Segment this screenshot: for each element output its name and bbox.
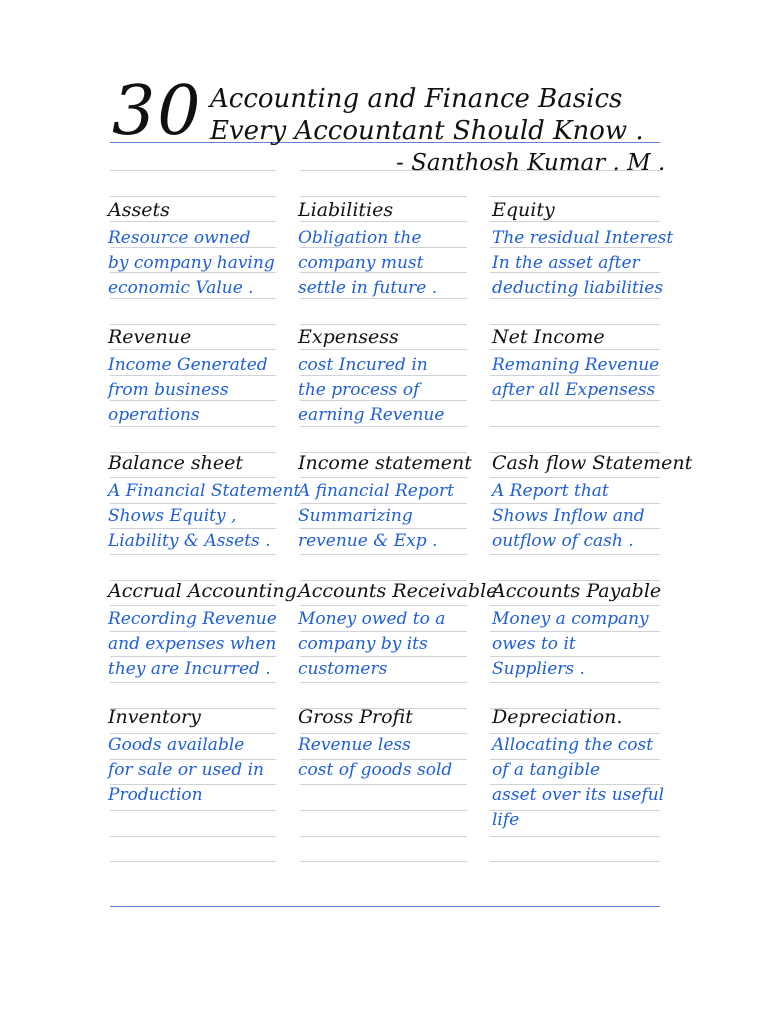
- definition-line: operations: [108, 405, 200, 425]
- term-heading: Inventory: [108, 706, 201, 728]
- term-definition: [108, 353, 268, 428]
- rule-line: [300, 605, 467, 606]
- definition-line: owes to it: [492, 634, 576, 654]
- definition-line: customers: [298, 659, 388, 679]
- definition-line: from business: [108, 380, 229, 400]
- definition-line: A Financial Statement: [108, 481, 301, 501]
- term-heading: Liabilities: [298, 199, 394, 221]
- rule-line: [110, 170, 276, 171]
- term-definition: [298, 733, 452, 783]
- term-definition: [108, 479, 300, 554]
- term-heading: Cash flow Statement: [492, 452, 693, 474]
- definition-line: revenue & Exp .: [298, 531, 438, 551]
- term-heading: Balance sheet: [108, 452, 243, 474]
- rule-line: [490, 324, 660, 325]
- definition-line: earning Revenue: [298, 405, 445, 425]
- term-heading: Income statement: [298, 452, 472, 474]
- definition-line: The residual Interest: [492, 228, 674, 248]
- term-heading: Accrual Accounting: [108, 580, 297, 602]
- rule-line: [490, 861, 660, 862]
- term-definition: [492, 607, 649, 682]
- rule-line: [110, 349, 276, 350]
- term-definition: [298, 607, 445, 682]
- definition-line: and expenses when: [108, 634, 277, 654]
- definition-line: Remaning Revenue: [492, 355, 660, 375]
- definition-line: Revenue less: [298, 735, 411, 755]
- definition-line: cost of goods sold: [298, 760, 453, 780]
- author-line: - Santhosh Kumar . M .: [396, 150, 666, 176]
- definition-line: In the asset after: [492, 253, 640, 273]
- rule-line: [110, 605, 276, 606]
- definition-line: company must: [298, 253, 424, 273]
- definition-line: cost Incured in: [298, 355, 428, 375]
- term-heading: Accounts Receivable: [298, 580, 498, 602]
- term-definition: [298, 479, 454, 554]
- definition-line: Shows Inflow and: [492, 506, 645, 526]
- definition-line: for sale or used in: [108, 760, 264, 780]
- rule-line: [490, 349, 660, 350]
- rule-line: [300, 554, 467, 555]
- definition-line: asset over its useful: [492, 785, 665, 805]
- rule-line: [300, 477, 467, 478]
- term-definition: [492, 353, 659, 403]
- rule-line: [300, 784, 467, 785]
- rule-line: [300, 196, 467, 197]
- definition-line: Shows Equity ,: [108, 506, 237, 526]
- rule-line: [300, 682, 467, 683]
- rule-line: [490, 605, 660, 606]
- definition-line: company by its: [298, 634, 428, 654]
- rule-line: [110, 477, 276, 478]
- definition-line: the process of: [298, 380, 420, 400]
- definition-line: outflow of cash .: [492, 531, 634, 551]
- blue-margin-line: [110, 906, 660, 907]
- definition-line: Production: [108, 785, 203, 805]
- definition-line: Resource owned: [108, 228, 251, 248]
- rule-line: [110, 810, 276, 811]
- term-heading: Expensess: [298, 326, 399, 348]
- term-heading: Accounts Payable: [492, 580, 662, 602]
- rule-line: [110, 554, 276, 555]
- term-definition: [108, 733, 264, 808]
- definition-line: life: [492, 810, 520, 830]
- definition-line: deducting liabilities: [492, 278, 664, 298]
- rule-line: [110, 682, 276, 683]
- definition-line: Suppliers .: [492, 659, 585, 679]
- rule-line: [110, 196, 276, 197]
- rule-line: [110, 324, 276, 325]
- definition-line: Income Generated: [108, 355, 268, 375]
- rule-line: [490, 836, 660, 837]
- definition-line: economic Value .: [108, 278, 254, 298]
- definition-line: A financial Report: [298, 481, 454, 501]
- term-heading: Net Income: [492, 326, 605, 348]
- rule-line: [300, 861, 467, 862]
- definition-line: Money owed to a: [298, 609, 446, 629]
- term-definition: [492, 479, 645, 554]
- rule-line: [300, 324, 467, 325]
- term-definition: [298, 353, 444, 428]
- rule-line: [490, 682, 660, 683]
- term-definition: [108, 226, 275, 301]
- rule-line: [490, 196, 660, 197]
- term-definition: [298, 226, 437, 301]
- rule-line: [490, 554, 660, 555]
- definition-line: after all Expensess: [492, 380, 656, 400]
- rule-line: [110, 836, 276, 837]
- definition-line: A Report that: [492, 481, 609, 501]
- rule-line: [110, 221, 276, 222]
- rule-line: [300, 836, 467, 837]
- term-heading: Equity: [492, 199, 555, 221]
- term-heading: Assets: [108, 199, 170, 221]
- definition-line: Liability & Assets .: [108, 531, 271, 551]
- definition-line: of a tangible: [492, 760, 601, 780]
- title-line-1: Accounting and Finance Basics: [210, 84, 623, 114]
- term-definition: [492, 733, 664, 833]
- rule-line: [490, 477, 660, 478]
- definition-line: by company having: [108, 253, 275, 273]
- term-definition: [492, 226, 673, 301]
- definition-line: Allocating the cost: [492, 735, 654, 755]
- definition-line: Goods available: [108, 735, 245, 755]
- rule-line: [300, 810, 467, 811]
- term-definition: [108, 607, 277, 682]
- rule-line: [490, 221, 660, 222]
- term-heading: Depreciation.: [492, 706, 623, 728]
- definition-line: they are Incurred .: [108, 659, 271, 679]
- definition-line: Recording Revenue: [108, 609, 277, 629]
- definition-line: Summarizing: [298, 506, 413, 526]
- rule-line: [110, 861, 276, 862]
- definition-line: Obligation the: [298, 228, 422, 248]
- definition-line: Money a company: [492, 609, 649, 629]
- title-number: 30: [112, 72, 203, 151]
- rule-line: [490, 426, 660, 427]
- definition-line: settle in future .: [298, 278, 438, 298]
- title-line-2: Every Accountant Should Know .: [210, 116, 644, 146]
- rule-line: [300, 349, 467, 350]
- term-heading: Revenue: [108, 326, 192, 348]
- term-heading: Gross Profit: [298, 706, 413, 728]
- rule-line: [300, 221, 467, 222]
